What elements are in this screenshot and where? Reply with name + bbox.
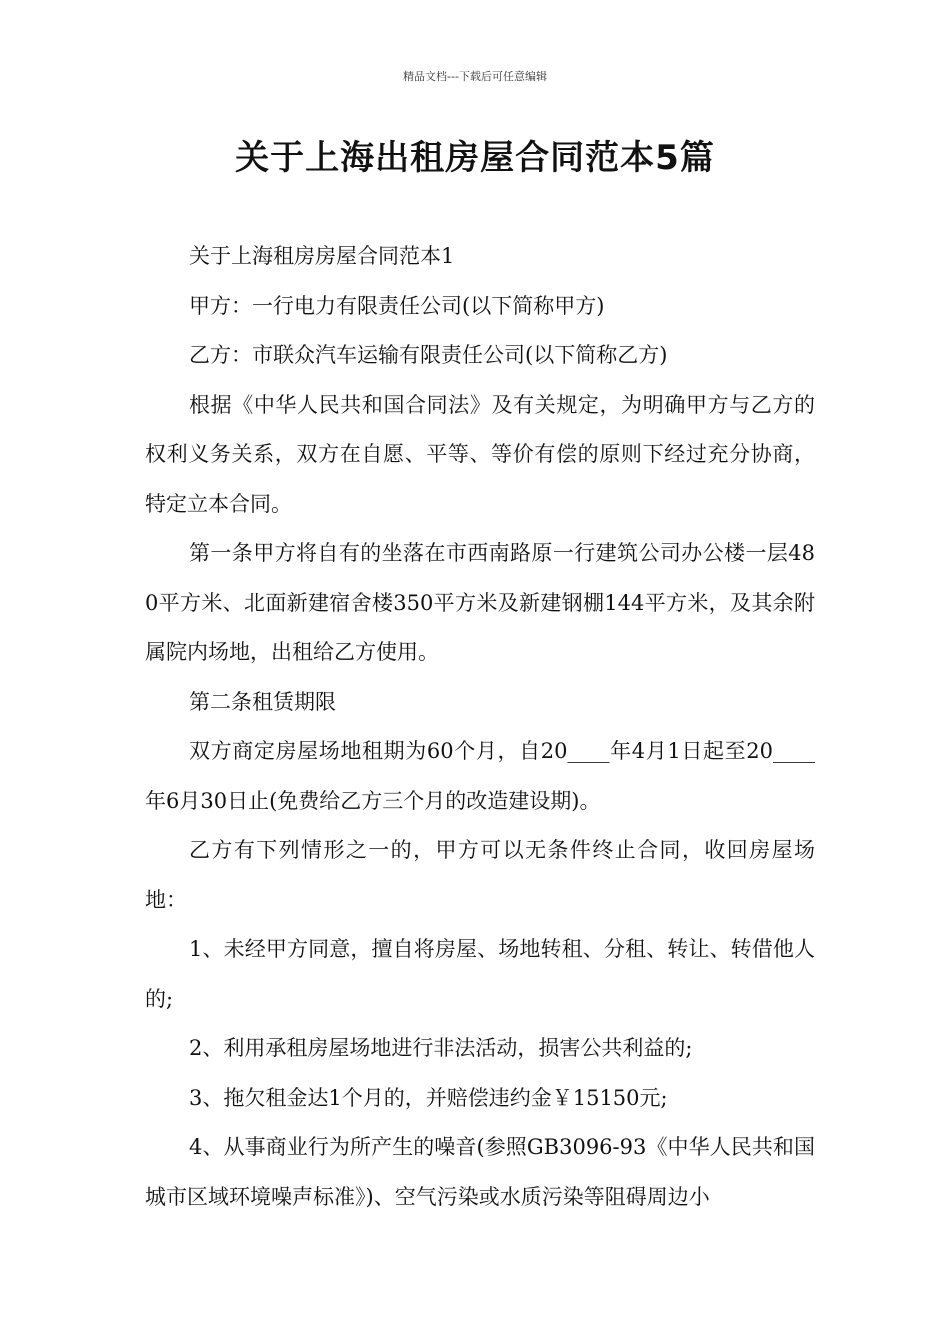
header-note: 精品文档---下载后可任意编辑	[403, 70, 547, 83]
paragraph-condition-2: 2、利用承租房屋场地进行非法活动，损害公共利益的;	[189, 1036, 693, 1060]
paragraph-condition-1: 1、未经甲方同意，擅自将房屋、场地转租、分租、转让、转借他人的;	[145, 937, 815, 1011]
paragraph-condition-3: 3、拖欠租金达1个月的，并赔偿违约金￥15150元;	[189, 1085, 668, 1110]
paragraph-contract-heading: 关于上海租房房屋合同范本1	[189, 244, 455, 268]
paragraph-party-a: 甲方：一行电力有限责任公司(以下简称甲方)	[189, 293, 605, 318]
paragraph-article-1: 第一条甲方将自有的坐落在市西南路原一行建筑公司办公楼一层480平方米、北面新建宿舍楼350平方米及新建钢棚144平方米，及其余附属院内场地，出租给乙方使用。	[145, 541, 815, 664]
paragraph-preamble: 根据《中华人民共和国合同法》及有关规定，为明确甲方与乙方的权利义务关系，双方在自愿、平等、等价有偿的原则下经过充分协商，特定立本合同。	[145, 392, 815, 516]
paragraph-party-b: 乙方：市联众汽车运输有限责任公司(以下简称乙方)	[189, 343, 668, 367]
paragraph-lease-term: 双方商定房屋场地租期为60个月，自20____年4月1日起至20____年6月30日止(免费给乙方三个月的改造建设期)。	[145, 739, 815, 813]
document-title: 关于上海出租房屋合同范本5篇	[235, 138, 715, 178]
paragraph-termination-conditions: 乙方有下列情形之一的，甲方可以无条件终止合同，收回房屋场地：	[145, 838, 815, 912]
document-body	[145, 232, 815, 1222]
paragraph-article-2-heading: 第二条租赁期限	[189, 689, 336, 714]
paragraph-condition-4: 4、从事商业行为所产生的噪音(参照GB3096-93《中华人民共和国城市区域环境噪声标准》)、空气污染或水质污染等阻碍周边小	[145, 1135, 815, 1209]
